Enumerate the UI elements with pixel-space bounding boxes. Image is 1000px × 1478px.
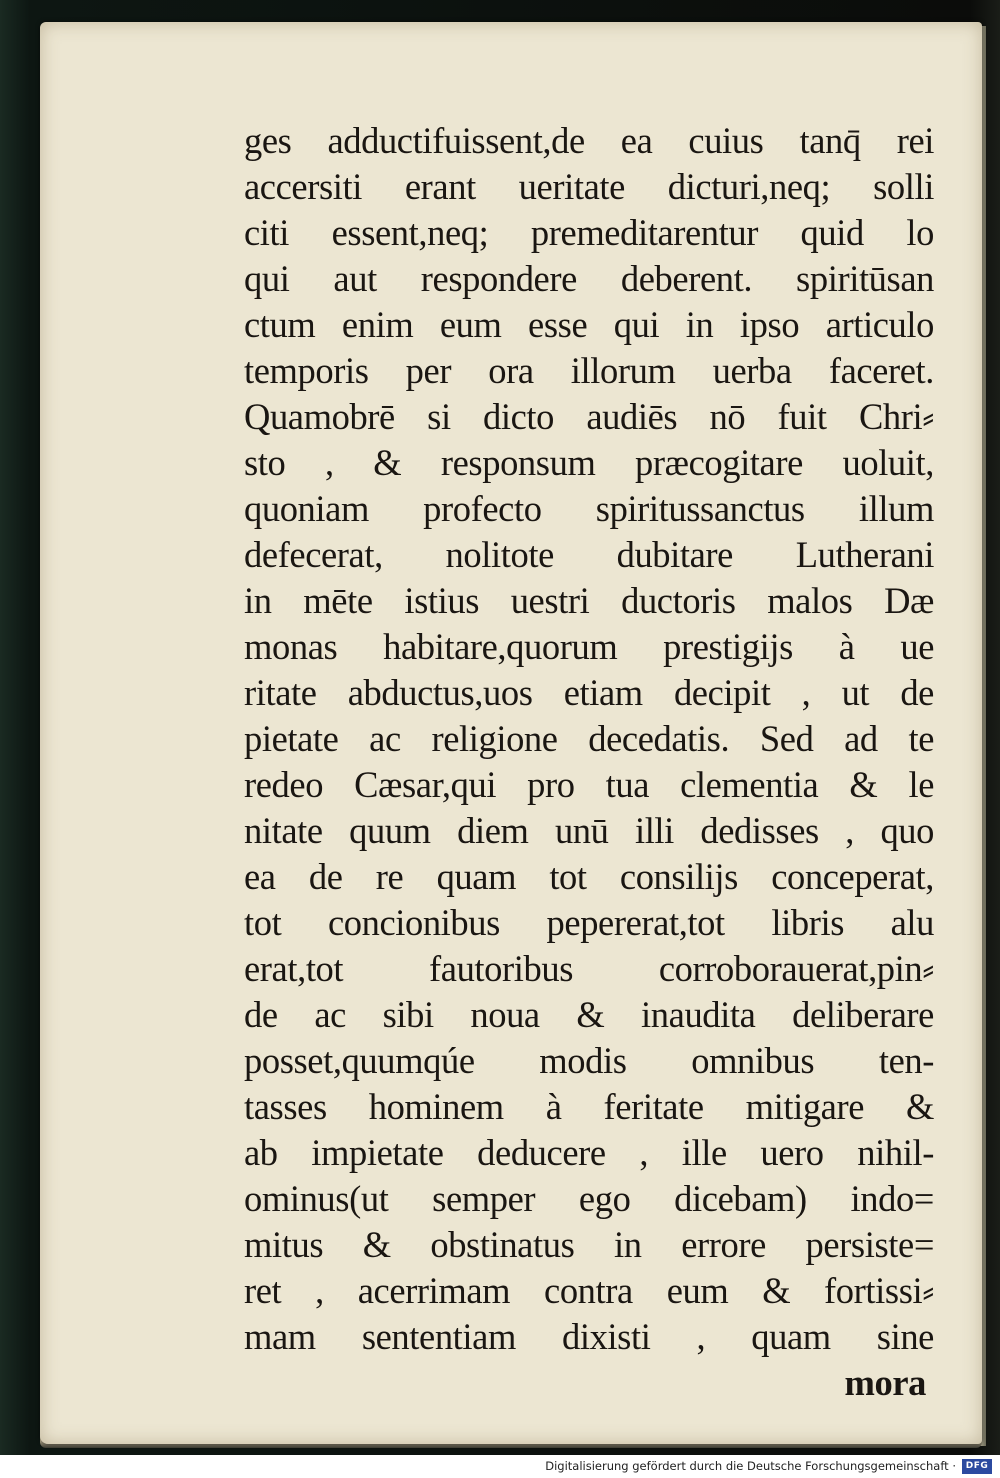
text-line: tot concionibus pepererat,tot libris alu <box>244 902 934 943</box>
text-line: tasses hominem à feritate mitigare & <box>244 1086 934 1127</box>
text-line: ctum enim eum esse qui in ipso articulo <box>244 304 934 345</box>
text-line: qui aut respondere deberent. spiritūsan <box>244 258 934 299</box>
text-line: monas habitare,quorum prestigijs à ue <box>244 626 934 667</box>
text-line: citi essent,neq; premeditarentur quid lo <box>244 212 934 253</box>
text-line: redeo Cæsar,qui pro tua clementia & le <box>244 764 934 805</box>
digitization-footer <box>0 1455 1000 1478</box>
text-line: sto , & responsum præcogitare uoluit, <box>244 442 934 483</box>
text-line: accersiti erant ueritate dicturi,neq; solli <box>244 166 934 207</box>
text-line: quoniam profecto spiritussanctus illum <box>244 488 934 529</box>
page-text-block <box>244 118 934 1406</box>
dfg-logo: DFG <box>962 1459 992 1474</box>
text-line: in mēte istius uestri ductoris malos Dæ <box>244 580 934 621</box>
text-line: ea de re quam tot consilijs conceperat, <box>244 856 934 897</box>
text-line: mitus & obstinatus in errore persiste= <box>244 1224 934 1265</box>
text-line: pietate ac religione decedatis. Sed ad te <box>244 718 934 759</box>
text-line: Quamobrē si dicto audiēs nō fuit Chri⸗ <box>244 396 934 437</box>
text-line: ritate abductus,uos etiam decipit , ut de <box>244 672 934 713</box>
text-line: ret , acerrimam contra eum & fortissi⸗ <box>244 1270 934 1311</box>
funding-credit: Digitalisierung gefördert durch die Deutsche Forschungsgemeinschaft · <box>545 1459 956 1473</box>
text-line: ab impietate deducere , ille uero nihil- <box>244 1132 934 1173</box>
text-line: posset,quumqúe modis omnibus ten- <box>244 1040 934 1081</box>
text-line: ges adductifuissent,de ea cuius tanq̄ rei <box>244 120 934 161</box>
text-line: de ac sibi noua & inaudita deliberare <box>244 994 934 1035</box>
text-line: nitate quum diem unū illi dedisses , quo <box>244 810 934 851</box>
text-line: erat,tot fautoribus corroborauerat,pin⸗ <box>244 948 934 989</box>
text-line: ominus(ut semper ego dicebam) indo= <box>244 1178 934 1219</box>
text-line: temporis per ora illorum uerba faceret. <box>244 350 934 391</box>
text-line: defecerat, nolitote dubitare Lutherani <box>244 534 934 575</box>
catchword: mora <box>844 1362 926 1403</box>
text-line: mam sententiam dixisti , quam sine <box>244 1316 934 1357</box>
